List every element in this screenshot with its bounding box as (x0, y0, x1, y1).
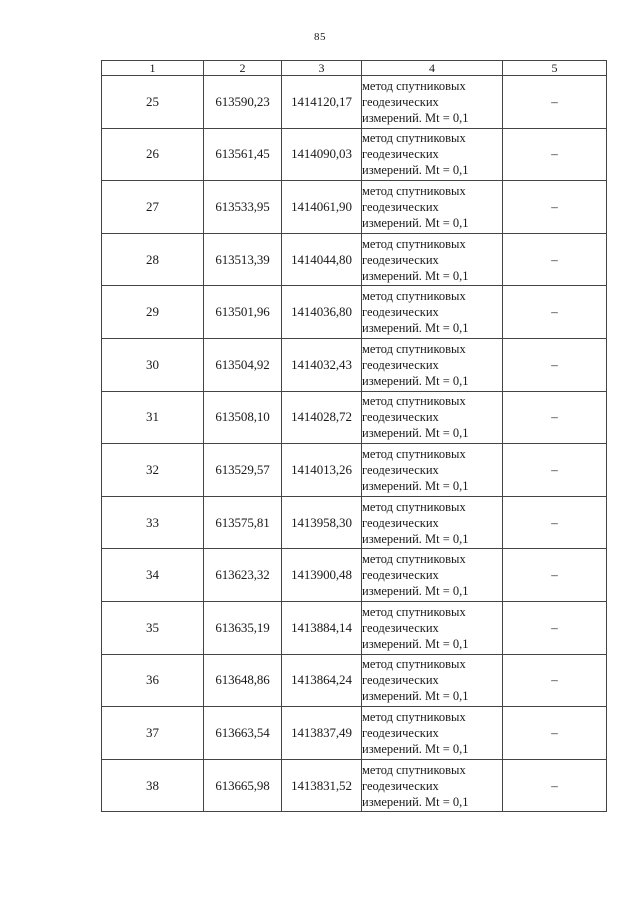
x-coordinate-cell: 613648,86 (204, 654, 282, 707)
table-row (102, 444, 607, 497)
method-cell (362, 338, 503, 391)
table-row (102, 76, 607, 129)
method-cell (362, 76, 503, 129)
method-cell (362, 549, 503, 602)
point-number-cell: 32 (102, 444, 204, 497)
x-coordinate-cell: 613635,19 (204, 601, 282, 654)
x-coordinate-cell: 613561,45 (204, 128, 282, 181)
column-5-cell: – (503, 549, 607, 602)
method-line: метод спутниковых (362, 78, 466, 93)
method-cell (362, 654, 503, 707)
method-cell (362, 233, 503, 286)
table-row (102, 391, 607, 444)
column-5-cell: – (503, 233, 607, 286)
method-cell (362, 181, 503, 234)
point-number-cell: 37 (102, 707, 204, 760)
y-coordinate-cell: 1414032,43 (282, 338, 362, 391)
column-5-cell: – (503, 496, 607, 549)
method-line: метод спутниковых (362, 183, 466, 198)
point-number-cell: 31 (102, 391, 204, 444)
method-cell (362, 707, 503, 760)
y-coordinate-cell: 1414036,80 (282, 286, 362, 339)
column-5-cell: – (503, 601, 607, 654)
method-cell (362, 128, 503, 181)
y-coordinate-cell: 1414028,72 (282, 391, 362, 444)
x-coordinate-cell: 613590,23 (204, 76, 282, 129)
table-row (102, 128, 607, 181)
header-cell-1: 1 (102, 61, 204, 76)
point-number-cell: 36 (102, 654, 204, 707)
method-line: измерений. Mt = 0,1 (362, 215, 469, 230)
method-line: метод спутниковых (362, 709, 466, 724)
x-coordinate-cell: 613623,32 (204, 549, 282, 602)
method-cell (362, 496, 503, 549)
x-coordinate-cell: 613508,10 (204, 391, 282, 444)
y-coordinate-cell: 1414120,17 (282, 76, 362, 129)
method-line: метод спутниковых (362, 446, 466, 461)
method-cell (362, 759, 503, 812)
method-line: измерений. Mt = 0,1 (362, 163, 469, 178)
column-5-cell: – (503, 444, 607, 497)
method-line: измерений. Mt = 0,1 (362, 636, 469, 651)
method-line: измерений. Mt = 0,1 (362, 268, 469, 283)
point-number-cell: 30 (102, 338, 204, 391)
x-coordinate-cell: 613529,57 (204, 444, 282, 497)
header-cell-3: 3 (282, 61, 362, 76)
y-coordinate-cell: 1414061,90 (282, 181, 362, 234)
table-row (102, 549, 607, 602)
method-line: метод спутниковых (362, 394, 466, 409)
table-row (102, 654, 607, 707)
y-coordinate-cell: 1413837,49 (282, 707, 362, 760)
method-line: геодезических (362, 568, 439, 583)
y-coordinate-cell: 1414090,03 (282, 128, 362, 181)
point-number-cell: 35 (102, 601, 204, 654)
method-line: метод спутниковых (362, 131, 466, 146)
method-line: геодезических (362, 620, 439, 635)
table-row (102, 338, 607, 391)
method-cell (362, 391, 503, 444)
table-row (102, 496, 607, 549)
page-number: 85 (314, 31, 326, 43)
point-number-cell: 34 (102, 549, 204, 602)
method-line: геодезических (362, 673, 439, 688)
column-5-cell: – (503, 181, 607, 234)
method-cell (362, 601, 503, 654)
method-line: геодезических (362, 725, 439, 740)
y-coordinate-cell: 1413958,30 (282, 496, 362, 549)
y-coordinate-cell: 1413864,24 (282, 654, 362, 707)
column-5-cell: – (503, 759, 607, 812)
point-number-cell: 29 (102, 286, 204, 339)
method-line: измерений. Mt = 0,1 (362, 794, 469, 809)
y-coordinate-cell: 1413831,52 (282, 759, 362, 812)
method-line: геодезических (362, 778, 439, 793)
method-line: измерений. Mt = 0,1 (362, 426, 469, 441)
method-line: метод спутниковых (362, 289, 466, 304)
table-body (102, 76, 607, 812)
method-line: геодезических (362, 94, 439, 109)
x-coordinate-cell: 613663,54 (204, 707, 282, 760)
y-coordinate-cell: 1413884,14 (282, 601, 362, 654)
method-line: геодезических (362, 305, 439, 320)
table-header (102, 61, 607, 76)
y-coordinate-cell: 1414013,26 (282, 444, 362, 497)
method-line: измерений. Mt = 0,1 (362, 584, 469, 599)
point-number-cell: 25 (102, 76, 204, 129)
method-cell (362, 286, 503, 339)
method-line: метод спутниковых (362, 762, 466, 777)
table-row (102, 759, 607, 812)
method-line: измерений. Mt = 0,1 (362, 373, 469, 388)
method-line: метод спутниковых (362, 604, 466, 619)
column-5-cell: – (503, 391, 607, 444)
method-line: метод спутниковых (362, 236, 466, 251)
method-line: геодезических (362, 252, 439, 267)
header-row (102, 61, 607, 76)
method-line: измерений. Mt = 0,1 (362, 321, 469, 336)
header-cell-5: 5 (503, 61, 607, 76)
x-coordinate-cell: 613575,81 (204, 496, 282, 549)
point-number-cell: 28 (102, 233, 204, 286)
method-line: измерений. Mt = 0,1 (362, 689, 469, 704)
method-line: измерений. Mt = 0,1 (362, 531, 469, 546)
point-number-cell: 38 (102, 759, 204, 812)
column-5-cell: – (503, 707, 607, 760)
y-coordinate-cell: 1414044,80 (282, 233, 362, 286)
method-line: измерений. Mt = 0,1 (362, 110, 469, 125)
method-line: измерений. Mt = 0,1 (362, 741, 469, 756)
method-line: геодезических (362, 462, 439, 477)
x-coordinate-cell: 613533,95 (204, 181, 282, 234)
table-row (102, 707, 607, 760)
method-line: геодезических (362, 199, 439, 214)
method-line: метод спутниковых (362, 341, 466, 356)
x-coordinate-cell: 613665,98 (204, 759, 282, 812)
y-coordinate-cell: 1413900,48 (282, 549, 362, 602)
point-number-cell: 26 (102, 128, 204, 181)
header-cell-2: 2 (204, 61, 282, 76)
coordinates-table (101, 60, 607, 812)
method-cell (362, 444, 503, 497)
column-5-cell: – (503, 654, 607, 707)
method-line: геодезических (362, 357, 439, 372)
point-number-cell: 27 (102, 181, 204, 234)
method-line: метод спутниковых (362, 499, 466, 514)
method-line: метод спутниковых (362, 657, 466, 672)
table-row (102, 286, 607, 339)
method-line: геодезических (362, 515, 439, 530)
table-row (102, 601, 607, 654)
table-row (102, 233, 607, 286)
column-5-cell: – (503, 128, 607, 181)
point-number-cell: 33 (102, 496, 204, 549)
x-coordinate-cell: 613513,39 (204, 233, 282, 286)
column-5-cell: – (503, 338, 607, 391)
table-row (102, 181, 607, 234)
method-line: геодезических (362, 147, 439, 162)
x-coordinate-cell: 613504,92 (204, 338, 282, 391)
x-coordinate-cell: 613501,96 (204, 286, 282, 339)
method-line: метод спутниковых (362, 552, 466, 567)
header-cell-4: 4 (362, 61, 503, 76)
method-line: измерений. Mt = 0,1 (362, 478, 469, 493)
method-line: геодезических (362, 410, 439, 425)
column-5-cell: – (503, 286, 607, 339)
column-5-cell: – (503, 76, 607, 129)
